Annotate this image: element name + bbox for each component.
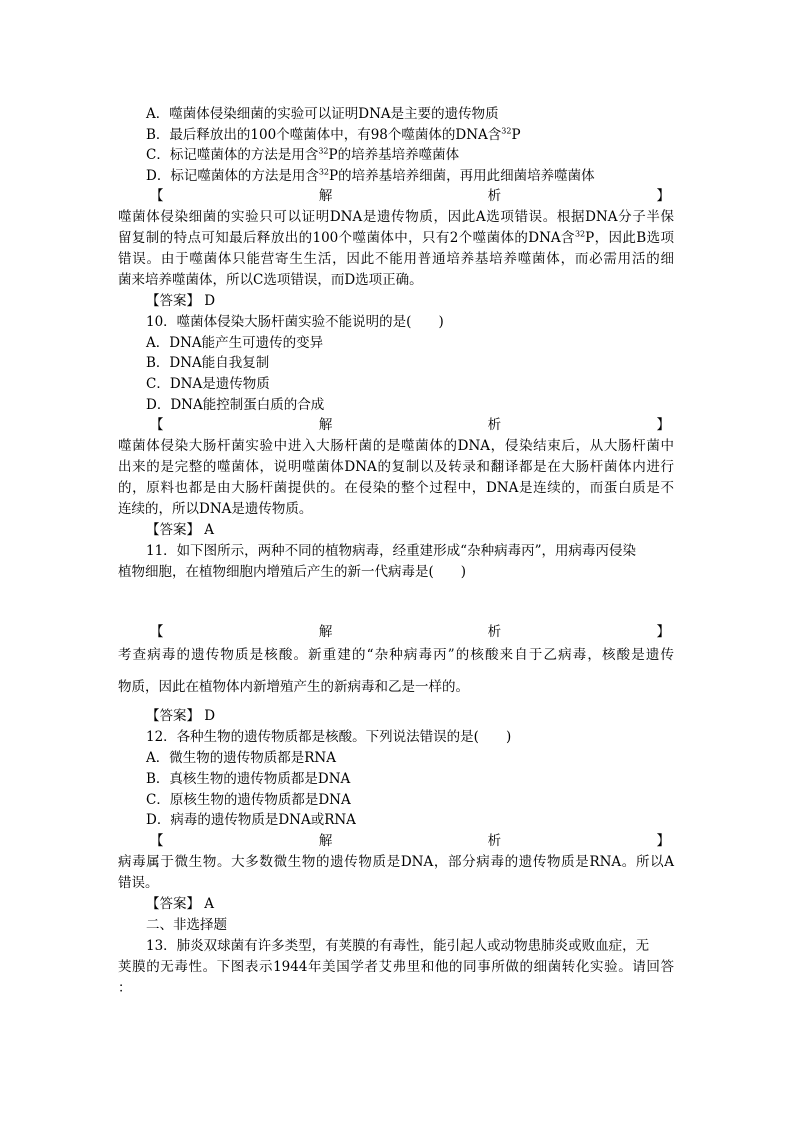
q9-option-a: A．噬菌体侵染细菌的实验可以证明DNA是主要的遗传物质 — [146, 106, 499, 122]
q11-answer: 【答案】 D — [146, 708, 216, 724]
q10-option-c: C．DNA是遗传物质 — [146, 376, 270, 392]
q9-option-d: D．标记噬菌体的方法是用含$^{32}$P的培养基培养细菌，再用此细菌培养噬菌体 — [146, 167, 595, 184]
q12-analysis-header: 【 解 析 】 — [150, 833, 670, 849]
q10-stem: 10．噬菌体侵染大肠杆菌实验不能说明的是( ) — [146, 314, 444, 330]
q13-stem: ： — [118, 980, 132, 996]
q10-answer: 【答案】 A — [146, 522, 215, 538]
q12-answer: 【答案】 A — [146, 896, 215, 912]
q12-option-a: A．微生物的遗传物质都是RNA — [146, 750, 336, 766]
q10-analysis-line: 连续的，所以DNA是遗传物质。 — [118, 501, 313, 517]
q9-analysis-line: 噬菌体侵染细菌的实验只可以证明DNA是遗传物质，因此A选项错误。根据DNA分子半保 — [118, 209, 674, 225]
q10-option-b: B．DNA能自我复制 — [146, 355, 270, 371]
q12-stem: 12．各种生物的遗传物质都是核酸。下列说法错误的是( ) — [146, 729, 512, 745]
q9-analysis-line: 菌来培养噬菌体，所以C选项错误，而D选项正确。 — [118, 272, 423, 288]
q9-analysis-line: 留复制的特点可知最后释放出的100个噬菌体中，只有2个噬菌体的DNA含$^{32}$P，因此B选项 — [118, 229, 674, 246]
q12-analysis-line: 病毒属于微生物。大多数微生物的遗传物质是DNA，部分病毒的遗传物质是RNA。所以A — [118, 854, 674, 870]
q10-analysis-header: 【 解 析 】 — [150, 417, 670, 433]
q12-analysis-line: 错误。 — [118, 875, 159, 891]
q9-analysis-line: 错误。由于噬菌体只能营寄生生活，因此不能用普通培养基培养噬菌体，而必需用活的细 — [118, 251, 674, 267]
q11-analysis-header: 【 解 析 】 — [150, 624, 670, 640]
q10-option-d: D．DNA能控制蛋白质的合成 — [146, 397, 325, 413]
q12-option-d: D．病毒的遗传物质是DNA或RNA — [146, 812, 356, 828]
q9-option-b: B．最后释放出的100个噬菌体中，有98个噬菌体的DNA含$^{32}$P — [146, 126, 521, 143]
q10-analysis-line: 的，原料也都是由大肠杆菌提供的。在侵染的整个过程中，DNA是连续的，而蛋白质是不 — [118, 480, 674, 496]
q11-analysis-line: 物质，因此在植物体内新增殖产生的新病毒和乙是一样的。 — [118, 679, 469, 695]
q10-option-a: A．DNA能产生可遗传的变异 — [146, 335, 324, 351]
q12-option-b: B．真核生物的遗传物质都是DNA — [146, 771, 351, 787]
q11-analysis-line: 考查病毒的遗传物质是核酸。新重建的“杂种病毒丙”的核酸来自于乙病毒，核酸是遗传 — [118, 647, 674, 663]
q9-option-c: C．标记噬菌体的方法是用含$^{32}$P的培养基培养噬菌体 — [146, 146, 460, 163]
q9-answer: 【答案】 D — [146, 293, 216, 309]
q11-stem: 植物细胞，在植物细胞内增殖后产生的新一代病毒是( ) — [118, 564, 467, 580]
q11-stem: 11．如下图所示，两种不同的植物病毒，经重建形成“杂种病毒丙”，用病毒丙侵染 — [146, 543, 636, 559]
q10-analysis-line: 噬菌体侵染大肠杆菌实验中进入大肠杆菌的是噬菌体的DNA，侵染结束后，从大肠杆菌中 — [118, 438, 674, 454]
q9-analysis-header: 【 解 析 】 — [150, 188, 670, 204]
q12-option-c: C．原核生物的遗传物质都是DNA — [146, 792, 351, 808]
section-heading: 二、非选择题 — [146, 917, 227, 933]
q10-analysis-line: 出来的是完整的噬菌体，说明噬菌体DNA的复制以及转录和翻译都是在大肠杆菌体内进行 — [118, 459, 674, 475]
q13-stem: 荚膜的无毒性。下图表示1944年美国学者艾弗里和他的同事所做的细菌转化实验。请回答 — [118, 959, 674, 975]
q13-stem: 13．肺炎双球菌有许多类型，有荚膜的有毒性，能引起人或动物患肺炎或败血症，无 — [146, 938, 650, 954]
